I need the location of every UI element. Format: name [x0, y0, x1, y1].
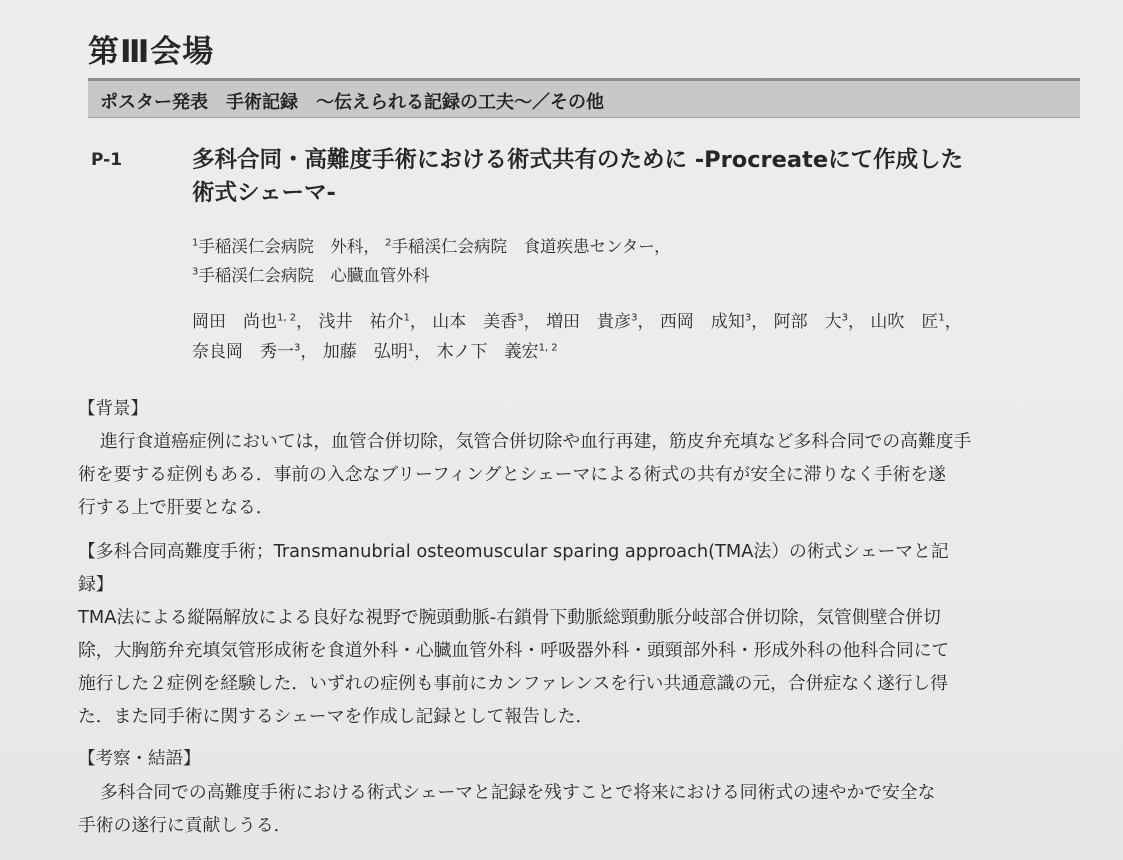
background-heading: 【背景】: [78, 399, 148, 419]
author-line: [192, 307, 962, 332]
author-affiliation: 1: [407, 342, 415, 354]
author-name: 山本 美香: [432, 312, 518, 332]
author-separator: ，: [751, 312, 769, 332]
author-affiliation: 1: [938, 312, 945, 324]
author-affiliation: 1: [403, 312, 410, 324]
author-affiliation: 3: [517, 312, 524, 324]
affiliation-text: 手稲渓仁会病院 外科，: [198, 237, 380, 256]
author-name: 奈良岡 秀一: [192, 342, 294, 362]
poster-title-line: 術式シェーマ-: [192, 180, 336, 206]
paragraph-line: 進行食道癌症例においては，血管合併切除，気管合併切除や血行再建，筋皮弁充填など多科合同での高難度手: [100, 431, 972, 452]
author-affiliation: 1, 2: [538, 342, 558, 354]
paragraph-line: 多科合同での高難度手術における術式シェーマと記録を残すことで将来における同術式の速やかで安全な: [100, 782, 936, 803]
poster-title-line: 多科合同・高難度手術における術式共有のために -Procreateにて作成した: [192, 147, 964, 173]
author-separator: ，: [944, 312, 962, 332]
author-name: 西岡 成知: [659, 312, 745, 332]
section-heading-line: 【多科合同高難度手術；Transmanubrial osteomuscular sparing approach(TMA法）の術式シェーマと記: [78, 541, 949, 562]
author-affiliation: 3: [631, 312, 638, 324]
author-name: 浅井 祐介: [318, 312, 404, 332]
venue-title: 第Ⅲ会場: [88, 34, 215, 70]
affiliation-line: [192, 233, 671, 257]
author-name: 木ノ下 義宏: [436, 342, 539, 362]
author-separator: ，: [523, 312, 541, 332]
paragraph-line: 行する上で肝要となる．: [78, 497, 274, 518]
paragraph-line: た．また同手術に関するシェーマを作成し記録として報告した．: [78, 706, 594, 727]
tma-heading: [78, 535, 1088, 601]
author-separator: ，: [296, 312, 314, 332]
affiliation-number: 3: [192, 266, 199, 278]
paragraph-line: 除，大胸筋弁充填気管形成術を食道外科・心臓血管外科・呼吸器外科・頭頸部外科・形成外科の他科合同にて: [78, 640, 950, 661]
author-line: [192, 337, 558, 362]
session-bar: [88, 78, 1080, 118]
paragraph-line: 手術の遂行に貢献しうる．: [78, 815, 292, 836]
author-affiliation: 3: [744, 312, 752, 324]
affiliation-text: 手稲渓仁会病院 心臓血管外科: [198, 266, 430, 285]
author-separator: ，: [637, 312, 655, 332]
author-affiliation: 3: [294, 342, 301, 354]
affiliation-number: 2: [385, 237, 392, 249]
author-name: 阿部 大: [773, 312, 842, 332]
background-paragraph: [78, 425, 1088, 524]
author-name: 山吹 匠: [870, 312, 939, 332]
author-separator: ，: [414, 342, 432, 362]
author-separator: ，: [300, 342, 318, 362]
author-name: 加藤 弘明: [322, 342, 408, 362]
discussion-heading: 【考察・結語】: [78, 749, 201, 769]
author-affiliation: 3: [841, 312, 848, 324]
author-separator: ，: [409, 312, 427, 332]
session-title: ポスター発表 手術記録 ～伝えられる記録の工夫～／その他: [100, 92, 604, 113]
author-name: 岡田 尚也: [192, 312, 277, 332]
affiliation-line: [192, 262, 429, 286]
affiliation-text: 手稲渓仁会病院 食道疾患センター，: [391, 237, 671, 256]
poster-title: [192, 144, 1082, 210]
poster-id: P-1: [91, 150, 123, 170]
paragraph-line: 施行した２症例を経験した．いずれの症例も事前にカンファレンスを行い共通意識の元，合併症なく遂行し得: [78, 673, 948, 694]
affiliation-number: 1: [192, 237, 199, 249]
section-heading-line: 録】: [78, 574, 114, 595]
author-affiliation: 1, 2: [277, 312, 297, 324]
tma-paragraph: [78, 601, 1088, 733]
paragraph-line: 術を要する症例もある．事前の入念なブリーフィングとシェーマによる術式の共有が安全に滞りなく手術を遂: [78, 464, 946, 485]
paragraph-line: TMA法による縦隔解放による良好な視野で腕頭動脈-右鎖骨下動脈総頸動脈分岐部合併切除，気管側壁合併切: [78, 607, 941, 628]
author-name: 増田 貴彦: [546, 312, 632, 332]
author-separator: ，: [848, 312, 865, 332]
discussion-paragraph: [78, 776, 1088, 842]
